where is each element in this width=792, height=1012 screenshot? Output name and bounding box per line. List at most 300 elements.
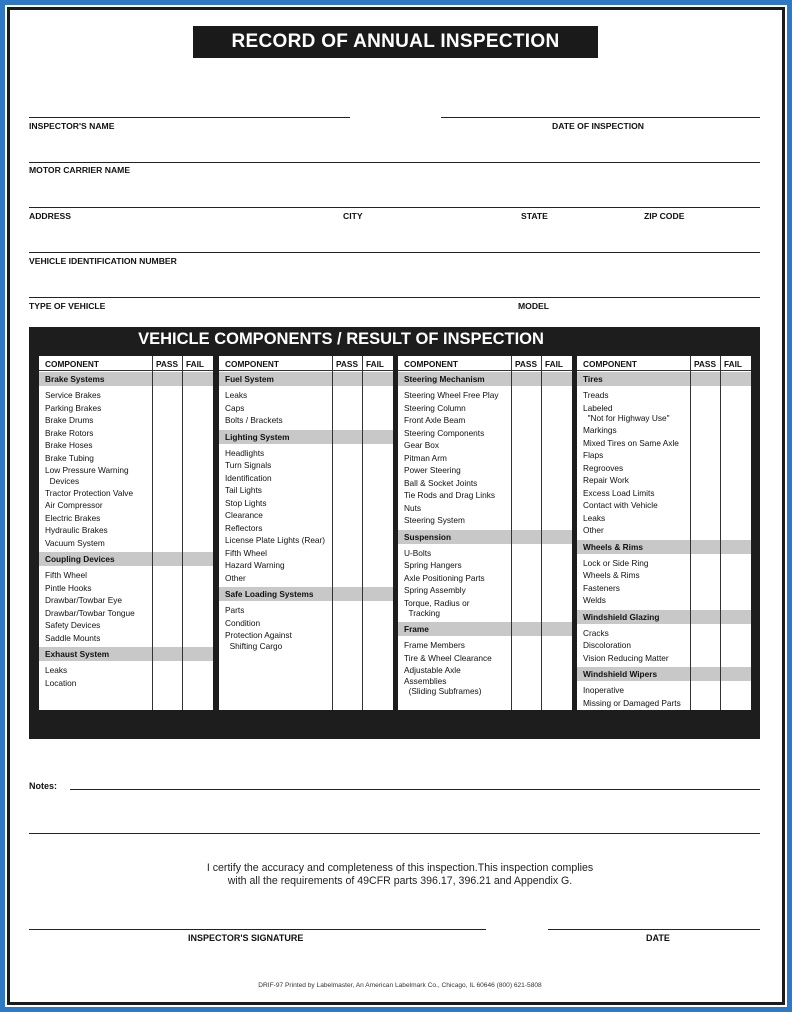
component-item: Gear Box xyxy=(404,440,440,450)
fail-checkbox[interactable] xyxy=(542,439,571,452)
state-label: STATE xyxy=(521,211,548,221)
pass-checkbox[interactable] xyxy=(512,514,541,527)
column-divider xyxy=(720,356,721,710)
fail-checkbox[interactable] xyxy=(721,697,750,710)
pass-checkbox[interactable] xyxy=(691,487,720,500)
component-item: Headlights xyxy=(225,447,265,458)
component-item: Steering Wheel Free Play xyxy=(404,390,499,400)
fail-checkbox[interactable] xyxy=(363,572,392,585)
component-item: Tie Rods and Drag Links xyxy=(404,490,496,500)
component-item: Hydraulic Brakes xyxy=(45,525,108,536)
column-header xyxy=(39,356,213,371)
component-item: Identification xyxy=(225,472,272,483)
pass-checkbox[interactable] xyxy=(691,462,720,475)
fail-checkbox[interactable] xyxy=(363,547,392,560)
component-item: Other xyxy=(225,572,246,583)
fail-checkbox[interactable] xyxy=(183,452,212,465)
component-item: Parking Brakes xyxy=(45,402,102,413)
column-divider xyxy=(332,356,333,710)
pass-checkbox[interactable] xyxy=(512,439,541,452)
component-item: Welds xyxy=(583,595,606,606)
pass-checkbox[interactable] xyxy=(333,522,362,535)
component-item: Parts xyxy=(225,605,245,615)
pass-checkbox[interactable] xyxy=(153,427,182,440)
fail-checkbox[interactable] xyxy=(183,427,212,440)
fail-header: FAIL xyxy=(186,359,204,369)
section-title: Exhaust System xyxy=(45,649,110,660)
component-item: Mixed Tires on Same Axle xyxy=(583,437,679,448)
notes-line-1[interactable] xyxy=(70,789,760,790)
pass-checkbox[interactable] xyxy=(153,594,182,607)
pass-checkbox[interactable] xyxy=(512,572,541,585)
fail-checkbox[interactable] xyxy=(183,607,212,620)
fail-checkbox[interactable] xyxy=(183,619,212,632)
section-header xyxy=(219,372,393,386)
pass-checkbox[interactable] xyxy=(333,472,362,485)
pass-checkbox[interactable] xyxy=(153,569,182,582)
pass-checkbox[interactable] xyxy=(153,414,182,427)
component-item: Leaks xyxy=(583,512,606,523)
pass-checkbox[interactable] xyxy=(691,499,720,512)
fail-checkbox[interactable] xyxy=(721,652,750,665)
component-item: Safety Devices xyxy=(45,620,101,631)
component-item: Flaps xyxy=(583,450,604,461)
pass-checkbox[interactable] xyxy=(691,389,720,402)
section-header xyxy=(39,552,213,566)
model-label: MODEL xyxy=(518,301,550,311)
component-item: License Plate Lights (Rear) xyxy=(225,535,326,545)
pass-checkbox[interactable] xyxy=(333,402,362,415)
component-item: Location xyxy=(45,677,77,688)
pass-checkbox[interactable] xyxy=(153,452,182,465)
component-item: Leaks xyxy=(225,390,248,400)
component-item: Clearance xyxy=(225,510,263,520)
fail-checkbox[interactable] xyxy=(183,537,212,550)
fail-checkbox[interactable] xyxy=(721,569,750,582)
section-title: Tires xyxy=(583,374,603,384)
pass-checkbox[interactable] xyxy=(691,569,720,582)
fail-checkbox[interactable] xyxy=(542,477,571,490)
notes-label: Notes: xyxy=(29,781,58,791)
component-item: Regrooves xyxy=(583,462,624,473)
pass-checkbox[interactable] xyxy=(691,652,720,665)
pass-checkbox[interactable] xyxy=(512,464,541,477)
motor-carrier-line[interactable] xyxy=(29,162,760,163)
pass-checkbox[interactable] xyxy=(691,524,720,537)
component-item: Tractor Protection Valve xyxy=(45,487,134,498)
fail-checkbox[interactable] xyxy=(721,424,750,437)
fail-checkbox[interactable] xyxy=(363,414,392,427)
notes-line-2[interactable] xyxy=(29,833,760,834)
component-item: Missing or Damaged Parts xyxy=(583,697,681,708)
fail-checkbox[interactable] xyxy=(542,452,571,465)
section-title: Lighting System xyxy=(225,431,290,442)
fail-checkbox[interactable] xyxy=(363,559,392,572)
component-item: Caps xyxy=(225,402,245,413)
component-item: Air Compressor xyxy=(45,500,103,511)
component-item: Brake Hoses xyxy=(45,440,93,450)
pass-checkbox[interactable] xyxy=(512,652,541,665)
pass-checkbox[interactable] xyxy=(153,677,182,690)
fail-checkbox[interactable] xyxy=(721,639,750,652)
fail-checkbox[interactable] xyxy=(363,534,392,547)
fail-checkbox[interactable] xyxy=(363,484,392,497)
section-header xyxy=(577,610,751,624)
fail-checkbox[interactable] xyxy=(363,629,392,652)
component-item: Steering Components xyxy=(404,427,485,438)
component-item: Drawbar/Towbar Tongue xyxy=(45,607,135,618)
pass-checkbox[interactable] xyxy=(691,557,720,570)
component-item: Fasteners xyxy=(583,582,620,593)
fail-checkbox[interactable] xyxy=(363,604,392,617)
fail-checkbox[interactable] xyxy=(721,462,750,475)
fail-checkbox[interactable] xyxy=(183,464,212,487)
pass-checkbox[interactable] xyxy=(333,459,362,472)
signature-date-line[interactable] xyxy=(548,929,760,930)
address-line[interactable] xyxy=(29,207,760,208)
pass-checkbox[interactable] xyxy=(512,639,541,652)
column-header xyxy=(577,356,751,371)
component-item: Fifth Wheel xyxy=(45,570,87,581)
column-divider xyxy=(362,356,363,710)
fail-checkbox[interactable] xyxy=(183,524,212,537)
pass-header: PASS xyxy=(515,359,537,369)
component-item: Saddle Mounts xyxy=(45,632,101,643)
pass-header: PASS xyxy=(336,359,358,369)
fail-checkbox[interactable] xyxy=(183,632,212,645)
component-item: Service Brakes xyxy=(45,390,101,400)
fail-checkbox[interactable] xyxy=(542,502,571,515)
pass-checkbox[interactable] xyxy=(333,509,362,522)
pass-checkbox[interactable] xyxy=(153,664,182,677)
component-item: Inoperative xyxy=(583,685,625,696)
pass-checkbox[interactable] xyxy=(691,594,720,607)
pass-checkbox[interactable] xyxy=(153,537,182,550)
component-item: Reflectors xyxy=(225,522,263,533)
pass-checkbox[interactable] xyxy=(691,449,720,462)
section-header xyxy=(577,667,751,681)
pass-checkbox[interactable] xyxy=(691,424,720,437)
component-item: Low Pressure Warning Devices xyxy=(45,465,129,486)
fail-checkbox[interactable] xyxy=(721,499,750,512)
pass-checkbox[interactable] xyxy=(691,402,720,425)
pass-checkbox[interactable] xyxy=(333,414,362,427)
fail-checkbox[interactable] xyxy=(542,414,571,427)
vehicle-type-label: TYPE OF VEHICLE xyxy=(29,301,106,311)
fail-checkbox[interactable] xyxy=(721,512,750,525)
pass-checkbox[interactable] xyxy=(333,604,362,617)
fail-checkbox[interactable] xyxy=(542,639,571,652)
section-title: Windshield Wipers xyxy=(583,669,658,680)
fail-checkbox[interactable] xyxy=(542,584,571,597)
fail-checkbox[interactable] xyxy=(542,547,571,560)
fail-checkbox[interactable] xyxy=(721,582,750,595)
fail-checkbox[interactable] xyxy=(363,402,392,415)
pass-checkbox[interactable] xyxy=(333,572,362,585)
pass-checkbox[interactable] xyxy=(512,427,541,440)
pass-checkbox[interactable] xyxy=(512,402,541,415)
fail-checkbox[interactable] xyxy=(721,684,750,697)
fail-checkbox[interactable] xyxy=(183,664,212,677)
component-item: Bolts / Brackets xyxy=(225,415,283,425)
component-item: Excess Load Limits xyxy=(583,487,655,498)
section-title: Wheels & Rims xyxy=(583,541,643,552)
fail-checkbox[interactable] xyxy=(542,389,571,402)
fail-checkbox[interactable] xyxy=(183,582,212,595)
pass-checkbox[interactable] xyxy=(512,452,541,465)
component-column-1 xyxy=(39,356,213,710)
component-item: Brake Rotors xyxy=(45,427,94,438)
section-header xyxy=(398,372,572,386)
section-title: Safe Loading Systems xyxy=(225,589,314,599)
component-item: Pintle Hooks xyxy=(45,582,92,593)
fail-header: FAIL xyxy=(366,359,384,369)
pass-checkbox[interactable] xyxy=(512,664,541,697)
fail-checkbox[interactable] xyxy=(542,652,571,665)
pass-checkbox[interactable] xyxy=(333,497,362,510)
section-header xyxy=(39,647,213,661)
fail-checkbox[interactable] xyxy=(542,464,571,477)
component-item: Frame Members xyxy=(404,640,465,651)
component-item: Protection Against Shifting Cargo xyxy=(225,630,292,651)
pass-checkbox[interactable] xyxy=(333,484,362,497)
pass-checkbox[interactable] xyxy=(153,512,182,525)
pass-checkbox[interactable] xyxy=(512,559,541,572)
fail-checkbox[interactable] xyxy=(542,664,571,697)
component-item: Leaks xyxy=(45,665,68,676)
pass-checkbox[interactable] xyxy=(153,487,182,500)
pass-checkbox[interactable] xyxy=(512,389,541,402)
component-item: Stop Lights xyxy=(225,497,267,508)
footer-print-info: DRIF-97 Printed by Labelmaster, An American Labelmark Co., Chicago, IL 60646 (800) 621-5808 xyxy=(258,982,542,989)
fail-checkbox[interactable] xyxy=(542,514,571,527)
fail-checkbox[interactable] xyxy=(363,522,392,535)
fail-checkbox[interactable] xyxy=(542,402,571,415)
pass-checkbox[interactable] xyxy=(333,547,362,560)
pass-checkbox[interactable] xyxy=(333,534,362,547)
column-divider xyxy=(511,356,512,710)
pass-checkbox[interactable] xyxy=(691,697,720,710)
fail-checkbox[interactable] xyxy=(363,472,392,485)
component-item: Spring Assembly xyxy=(404,585,466,595)
fail-checkbox[interactable] xyxy=(721,627,750,640)
component-item: Tail Lights xyxy=(225,485,262,495)
component-item: Power Steering xyxy=(404,465,461,475)
section-title: Brake Systems xyxy=(45,374,105,384)
pass-checkbox[interactable] xyxy=(153,499,182,512)
component-item: Turn Signals xyxy=(225,460,272,470)
component-item: Ball & Socket Joints xyxy=(404,477,478,488)
component-item: Wheels & Rims xyxy=(583,570,640,581)
fail-checkbox[interactable] xyxy=(363,497,392,510)
fail-checkbox[interactable] xyxy=(183,402,212,415)
component-item: U-Bolts xyxy=(404,547,432,558)
component-item: Pitman Arm xyxy=(404,452,447,463)
certification-text: I certify the accuracy and completeness of this inspection.This inspection complies with all the requirements of 49CFR parts 396.17, 396.21 and Appendix G. xyxy=(206,862,594,887)
pass-header: PASS xyxy=(694,359,716,369)
fail-checkbox[interactable] xyxy=(721,557,750,570)
pass-checkbox[interactable] xyxy=(691,437,720,450)
fail-checkbox[interactable] xyxy=(721,487,750,500)
section-header xyxy=(577,540,751,554)
component-item: Electric Brakes xyxy=(45,512,101,523)
component-item: Cracks xyxy=(583,627,609,638)
pass-checkbox[interactable] xyxy=(691,684,720,697)
fail-checkbox[interactable] xyxy=(183,439,212,452)
fail-checkbox[interactable] xyxy=(183,512,212,525)
pass-checkbox[interactable] xyxy=(153,607,182,620)
fail-checkbox[interactable] xyxy=(721,594,750,607)
fail-header: FAIL xyxy=(545,359,563,369)
signature-date-label: DATE xyxy=(646,933,670,943)
component-header: COMPONENT xyxy=(583,359,637,369)
fail-checkbox[interactable] xyxy=(183,677,212,690)
inspector-name-line[interactable] xyxy=(29,117,350,118)
component-item: Steering Column xyxy=(404,402,466,413)
pass-checkbox[interactable] xyxy=(153,524,182,537)
component-item: Brake Drums xyxy=(45,415,94,425)
vehicle-type-line[interactable] xyxy=(29,297,760,298)
fail-checkbox[interactable] xyxy=(721,402,750,425)
fail-header: FAIL xyxy=(724,359,742,369)
component-item: Vision Reducing Matter xyxy=(583,652,669,663)
component-column-4 xyxy=(577,356,751,710)
component-item: Front Axle Beam xyxy=(404,415,466,425)
pass-checkbox[interactable] xyxy=(333,617,362,630)
pass-checkbox[interactable] xyxy=(691,512,720,525)
pass-checkbox[interactable] xyxy=(691,639,720,652)
fail-checkbox[interactable] xyxy=(542,427,571,440)
component-item: Treads xyxy=(583,390,609,400)
component-item: Vacuum System xyxy=(45,537,105,548)
component-item: Hazard Warning xyxy=(225,560,285,570)
pass-checkbox[interactable] xyxy=(691,627,720,640)
fail-checkbox[interactable] xyxy=(721,437,750,450)
component-item: Discoloration xyxy=(583,640,631,651)
pass-checkbox[interactable] xyxy=(512,597,541,620)
component-item: Steering System xyxy=(404,515,465,525)
pass-checkbox[interactable] xyxy=(153,582,182,595)
section-title: Fuel System xyxy=(225,374,274,384)
section-header xyxy=(398,622,572,636)
fail-checkbox[interactable] xyxy=(183,414,212,427)
component-item: Labeled "Not for Highway Use" xyxy=(583,402,670,423)
fail-checkbox[interactable] xyxy=(183,569,212,582)
component-item: Markings xyxy=(583,425,617,436)
fail-checkbox[interactable] xyxy=(721,474,750,487)
column-divider xyxy=(152,356,153,710)
date-of-inspection-label: DATE OF INSPECTION xyxy=(552,121,644,131)
date-of-inspection-line[interactable] xyxy=(441,117,760,118)
component-column-2 xyxy=(219,356,393,710)
component-item: Lock or Side Ring xyxy=(583,557,649,568)
city-label: CITY xyxy=(343,211,363,221)
pass-checkbox[interactable] xyxy=(512,489,541,502)
pass-checkbox[interactable] xyxy=(512,584,541,597)
section-title: Steering Mechanism xyxy=(404,374,485,384)
component-item: Spring Hangers xyxy=(404,560,462,570)
fail-checkbox[interactable] xyxy=(542,597,571,620)
component-header: COMPONENT xyxy=(404,359,458,369)
fail-checkbox[interactable] xyxy=(721,449,750,462)
signature-line[interactable] xyxy=(29,929,486,930)
column-divider xyxy=(541,356,542,710)
component-column-3 xyxy=(398,356,572,710)
pass-checkbox[interactable] xyxy=(153,439,182,452)
component-item: Nuts xyxy=(404,502,422,513)
pass-checkbox[interactable] xyxy=(512,502,541,515)
fail-checkbox[interactable] xyxy=(183,499,212,512)
fail-checkbox[interactable] xyxy=(542,559,571,572)
pass-checkbox[interactable] xyxy=(153,402,182,415)
fail-checkbox[interactable] xyxy=(542,572,571,585)
component-item: Tire & Wheel Clearance xyxy=(404,652,492,663)
component-item: Repair Work xyxy=(583,475,629,486)
pass-checkbox[interactable] xyxy=(333,629,362,652)
component-item: Torque, Radius or Tracking xyxy=(404,597,470,618)
pass-checkbox[interactable] xyxy=(691,474,720,487)
fail-checkbox[interactable] xyxy=(183,594,212,607)
pass-checkbox[interactable] xyxy=(333,559,362,572)
component-item: Adjustable Axle Assemblies (Sliding Subframes) xyxy=(404,665,482,697)
fail-checkbox[interactable] xyxy=(183,487,212,500)
fail-checkbox[interactable] xyxy=(183,389,212,402)
fail-checkbox[interactable] xyxy=(363,447,392,460)
section-header xyxy=(219,430,393,444)
component-item: Brake Tubing xyxy=(45,452,94,463)
pass-checkbox[interactable] xyxy=(512,477,541,490)
column-divider xyxy=(182,356,183,710)
pass-checkbox[interactable] xyxy=(512,414,541,427)
fail-checkbox[interactable] xyxy=(363,389,392,402)
signature-label: INSPECTOR'S SIGNATURE xyxy=(188,933,304,943)
pass-checkbox[interactable] xyxy=(333,447,362,460)
pass-header: PASS xyxy=(156,359,178,369)
pass-checkbox[interactable] xyxy=(512,547,541,560)
component-item: Condition xyxy=(225,617,261,628)
component-header: COMPONENT xyxy=(225,359,279,369)
pass-checkbox[interactable] xyxy=(153,389,182,402)
pass-checkbox[interactable] xyxy=(153,632,182,645)
pass-checkbox[interactable] xyxy=(333,389,362,402)
section-title: Frame xyxy=(404,624,429,635)
component-item: Fifth Wheel xyxy=(225,547,267,558)
fail-checkbox[interactable] xyxy=(363,617,392,630)
fail-checkbox[interactable] xyxy=(363,509,392,522)
section-title: Coupling Devices xyxy=(45,554,115,565)
section-title: Suspension xyxy=(404,531,452,542)
address-label: ADDRESS xyxy=(29,211,72,221)
section-header xyxy=(39,372,213,386)
pass-checkbox[interactable] xyxy=(153,619,182,632)
column-header xyxy=(219,356,393,371)
fail-checkbox[interactable] xyxy=(721,524,750,537)
fail-checkbox[interactable] xyxy=(363,459,392,472)
component-item: Axle Positioning Parts xyxy=(404,572,485,583)
pass-checkbox[interactable] xyxy=(691,582,720,595)
pass-checkbox[interactable] xyxy=(153,464,182,487)
section-header xyxy=(577,372,751,386)
section-header xyxy=(398,530,572,544)
fail-checkbox[interactable] xyxy=(542,489,571,502)
component-header: COMPONENT xyxy=(45,359,99,369)
vin-line[interactable] xyxy=(29,252,760,253)
column-header xyxy=(398,356,572,371)
fail-checkbox[interactable] xyxy=(721,389,750,402)
motor-carrier-label: MOTOR CARRIER NAME xyxy=(29,165,131,175)
vin-label: VEHICLE IDENTIFICATION NUMBER xyxy=(29,256,177,266)
inspector-name-label: INSPECTOR'S NAME xyxy=(29,121,115,131)
